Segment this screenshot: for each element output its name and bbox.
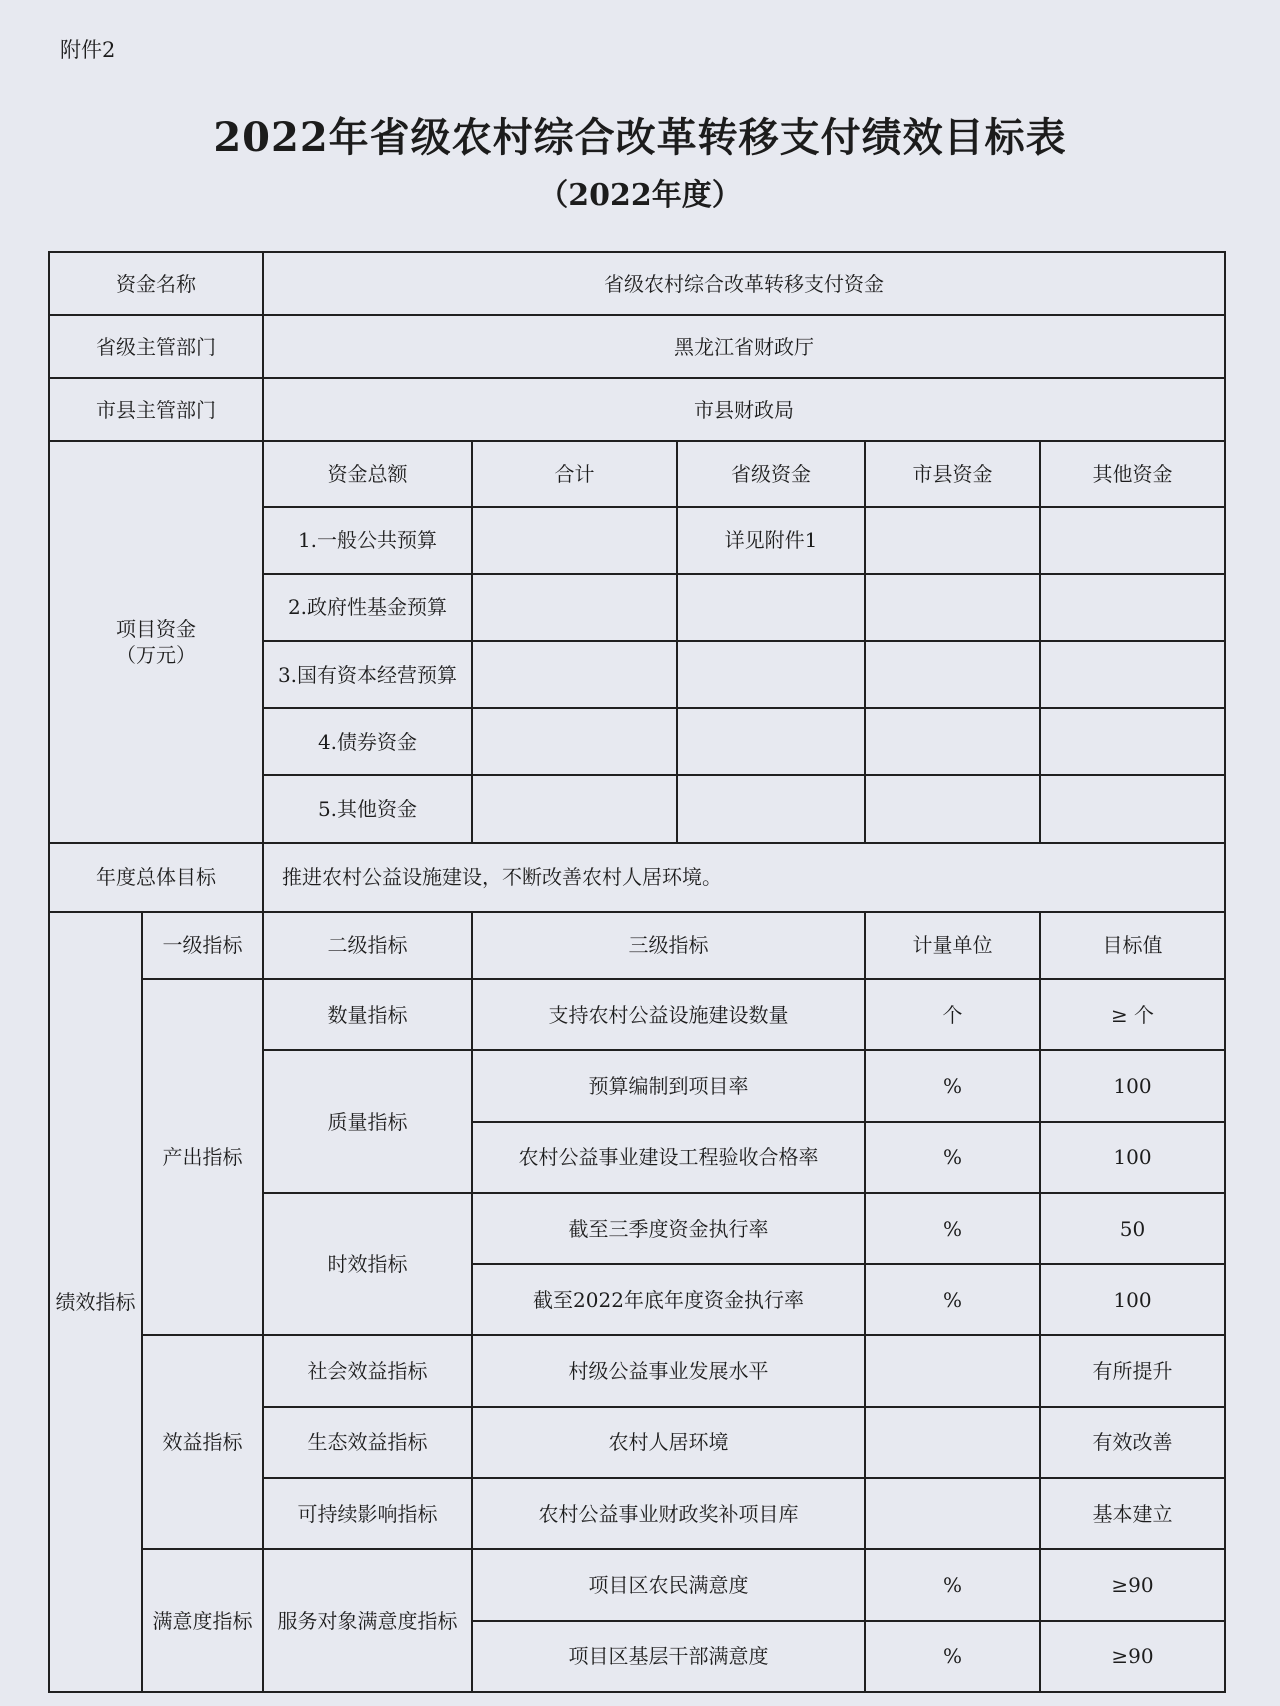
service-satisfaction-label: 服务对象满意度指标 — [263, 1549, 472, 1692]
indicator-row — [49, 1335, 1225, 1406]
fund-row-provincial — [677, 574, 865, 641]
indicator-unit — [865, 1407, 1040, 1478]
fund-name-row — [49, 252, 1225, 315]
header-level1: 一级指标 — [142, 912, 263, 979]
attachment-label: 附件2 — [60, 38, 116, 62]
fund-row-provincial — [677, 641, 865, 708]
indicator-item: 项目区农民满意度 — [472, 1549, 865, 1620]
fund-row-provincial — [677, 708, 865, 775]
timeliness-indicator-label: 时效指标 — [263, 1193, 472, 1336]
fund-row-other — [1040, 708, 1225, 775]
fund-row-other — [1040, 574, 1225, 641]
indicator-unit: % — [865, 1549, 1040, 1620]
fund-header-city: 市县资金 — [865, 441, 1040, 506]
provincial-dept-label: 省级主管部门 — [49, 315, 263, 378]
indicator-item: 支持农村公益设施建设数量 — [472, 979, 865, 1050]
fund-row-city — [865, 507, 1040, 574]
benefit-indicator-label: 效益指标 — [142, 1335, 263, 1549]
indicator-item: 农村公益事业建设工程验收合格率 — [472, 1122, 865, 1193]
indicator-unit — [865, 1478, 1040, 1549]
indicator-target: 有效改善 — [1040, 1407, 1225, 1478]
fund-row-name: 2.政府性基金预算 — [263, 574, 472, 641]
indicator-item: 预算编制到项目率 — [472, 1050, 865, 1121]
indicator-unit: % — [865, 1193, 1040, 1264]
annual-goal-value: 推进农村公益设施建设，不断改善农村人居环境。 — [263, 843, 1225, 912]
indicator-target: 50 — [1040, 1193, 1225, 1264]
header-target: 目标值 — [1040, 912, 1225, 979]
fund-row-provincial — [677, 775, 865, 842]
fund-row-name: 4.债券资金 — [263, 708, 472, 775]
fund-row-city — [865, 775, 1040, 842]
fund-header-other: 其他资金 — [1040, 441, 1225, 506]
fund-row-total — [472, 708, 677, 775]
fund-row-city — [865, 641, 1040, 708]
project-funds-label — [49, 441, 263, 842]
annual-goal-row — [49, 843, 1225, 912]
fund-header-sum: 合计 — [472, 441, 677, 506]
annual-goal-label: 年度总体目标 — [49, 843, 263, 912]
fund-row-other — [1040, 507, 1225, 574]
fund-header-row — [49, 441, 1225, 506]
social-indicator-label: 社会效益指标 — [263, 1335, 472, 1406]
indicator-row — [49, 1549, 1225, 1620]
indicator-unit: % — [865, 1050, 1040, 1121]
fund-header-provincial: 省级资金 — [677, 441, 865, 506]
indicator-target: 基本建立 — [1040, 1478, 1225, 1549]
fund-row-city — [865, 574, 1040, 641]
fund-row-other — [1040, 641, 1225, 708]
indicator-item: 农村公益事业财政奖补项目库 — [472, 1478, 865, 1549]
fund-row-name: 1.一般公共预算 — [263, 507, 472, 574]
indicator-target: ≥90 — [1040, 1621, 1225, 1692]
indicator-item: 农村人居环境 — [472, 1407, 865, 1478]
indicator-unit — [865, 1335, 1040, 1406]
fund-name-value: 省级农村综合改革转移支付资金 — [263, 252, 1225, 315]
indicator-item: 截至三季度资金执行率 — [472, 1193, 865, 1264]
fund-header-total: 资金总额 — [263, 441, 472, 506]
indicator-unit: % — [865, 1122, 1040, 1193]
header-level2: 二级指标 — [263, 912, 472, 979]
provincial-dept-row — [49, 315, 1225, 378]
indicator-header-row — [49, 912, 1225, 979]
ecological-indicator-label: 生态效益指标 — [263, 1407, 472, 1478]
city-dept-value: 市县财政局 — [263, 378, 1225, 441]
indicator-unit: 个 — [865, 979, 1040, 1050]
fund-row-name: 3.国有资本经营预算 — [263, 641, 472, 708]
fund-row-name: 5.其他资金 — [263, 775, 472, 842]
page-subtitle: （2022年度） — [538, 178, 742, 213]
indicator-target: 100 — [1040, 1122, 1225, 1193]
performance-label: 绩效指标 — [49, 912, 142, 1692]
city-dept-label: 市县主管部门 — [49, 378, 263, 441]
output-indicator-label: 产出指标 — [142, 979, 263, 1335]
fund-row-city — [865, 708, 1040, 775]
indicator-target: ≥ 个 — [1040, 979, 1225, 1050]
fund-row-total — [472, 574, 677, 641]
satisfaction-indicator-label: 满意度指标 — [142, 1549, 263, 1692]
fund-row-total — [472, 641, 677, 708]
city-dept-row — [49, 378, 1225, 441]
quantity-indicator-label: 数量指标 — [263, 979, 472, 1050]
project-funds-unit: （万元） — [116, 642, 196, 667]
indicator-target: 有所提升 — [1040, 1335, 1225, 1406]
provincial-dept-value: 黑龙江省财政厅 — [263, 315, 1225, 378]
header-level3: 三级指标 — [472, 912, 865, 979]
indicator-target: 100 — [1040, 1264, 1225, 1335]
fund-row-other — [1040, 775, 1225, 842]
indicator-item: 项目区基层干部满意度 — [472, 1621, 865, 1692]
fund-row-total — [472, 507, 677, 574]
page-title: 2022年省级农村综合改革转移支付绩效目标表 — [213, 114, 1067, 161]
project-funds-title: 项目资金 — [116, 616, 196, 641]
indicator-target: ≥90 — [1040, 1549, 1225, 1620]
indicator-unit: % — [865, 1264, 1040, 1335]
indicator-item: 截至2022年底年度资金执行率 — [472, 1264, 865, 1335]
sustainable-indicator-label: 可持续影响指标 — [263, 1478, 472, 1549]
fund-row-total — [472, 775, 677, 842]
performance-target-table — [48, 251, 1226, 1693]
indicator-unit: % — [865, 1621, 1040, 1692]
indicator-row — [49, 979, 1225, 1050]
quality-indicator-label: 质量指标 — [263, 1050, 472, 1193]
header-unit: 计量单位 — [865, 912, 1040, 979]
indicator-item: 村级公益事业发展水平 — [472, 1335, 865, 1406]
indicator-target: 100 — [1040, 1050, 1225, 1121]
fund-row-provincial: 详见附件1 — [677, 507, 865, 574]
fund-name-label: 资金名称 — [49, 252, 263, 315]
